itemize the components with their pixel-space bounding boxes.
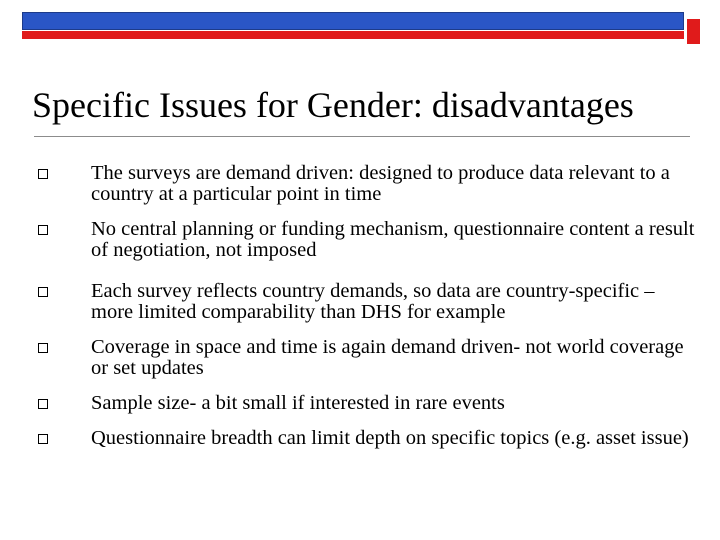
bullet-item: [36, 428, 696, 449]
title-divider: [34, 136, 690, 137]
bullet-text: Questionnaire breadth can limit depth on specific topics (e.g. asset issue): [91, 427, 689, 449]
bullet-text: No central planning or funding mechanism, questionnaire content a result of negotiation, not imposed: [91, 218, 695, 261]
square-bullet-icon: [38, 399, 48, 409]
square-bullet-icon: [38, 434, 48, 444]
bullet-text: Each survey reflects country demands, so data are country-specific – more limited comparability than DHS for example: [91, 280, 655, 323]
header-decoration: [22, 12, 692, 39]
bullet-item: [36, 337, 696, 379]
bullet-text: Coverage in space and time is again demand driven- not world coverage or set updates: [91, 336, 684, 379]
bullet-item: [36, 393, 696, 414]
bullet-list: [36, 163, 696, 449]
square-bullet-icon: [38, 225, 48, 235]
square-bullet-icon: [38, 169, 48, 179]
slide-title: Specific Issues for Gender: disadvantages: [32, 85, 634, 125]
bullet-item: [36, 219, 696, 261]
header-red-square: [687, 19, 700, 44]
bullet-text: Sample size- a bit small if interested in rare events: [91, 392, 505, 414]
header-red-bar: [22, 31, 684, 39]
header-blue-bar: [22, 12, 684, 30]
square-bullet-icon: [38, 287, 48, 297]
bullet-item: [36, 163, 696, 205]
bullet-text: The surveys are demand driven: designed to produce data relevant to a country at a particular point in time: [91, 162, 670, 205]
bullet-item: [36, 281, 696, 323]
square-bullet-icon: [38, 343, 48, 353]
